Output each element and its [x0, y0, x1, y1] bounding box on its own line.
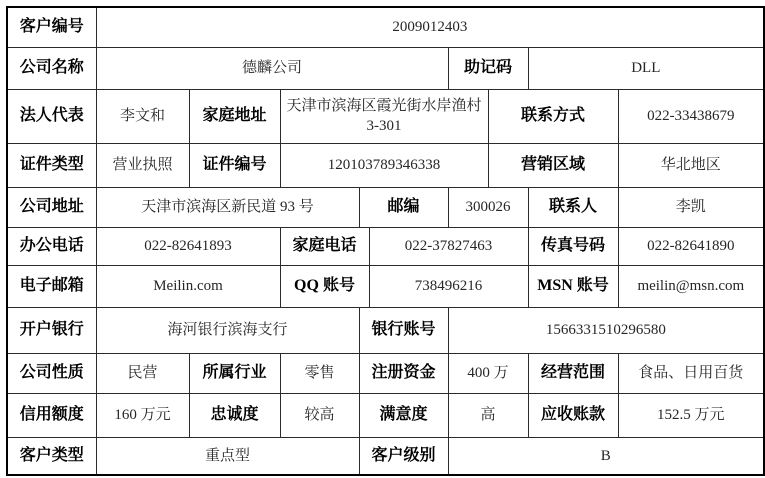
- table-row: [7, 7, 764, 47]
- bank-account-label: 银行账号: [359, 307, 448, 353]
- company-name-label: 公司名称: [7, 47, 96, 89]
- table-row: [7, 227, 764, 265]
- registered-capital-value: 400 万: [448, 353, 528, 393]
- marketing-region-value: 华北地区: [618, 143, 764, 187]
- table-row: [7, 143, 764, 187]
- registered-capital-label: 注册资金: [359, 353, 448, 393]
- table-row: [7, 437, 764, 475]
- customer-number-label: 客户编号: [7, 7, 96, 47]
- company-name-value: 德麟公司: [96, 47, 448, 89]
- home-phone-value: 022-37827463: [369, 227, 528, 265]
- company-address-value: 天津市滨海区新民道 93 号: [96, 187, 359, 227]
- table-row: [7, 353, 764, 393]
- postal-code-label: 邮编: [359, 187, 448, 227]
- credit-limit-label: 信用额度: [7, 393, 96, 437]
- marketing-region-label: 营销区域: [488, 143, 618, 187]
- accounts-receivable-label: 应收账款: [528, 393, 618, 437]
- certificate-type-label: 证件类型: [7, 143, 96, 187]
- bank-value: 海河银行滨海支行: [96, 307, 359, 353]
- satisfaction-label: 满意度: [359, 393, 448, 437]
- certificate-number-value: 120103789346338: [280, 143, 488, 187]
- mnemonic-code-value: DLL: [528, 47, 764, 89]
- office-phone-label: 办公电话: [7, 227, 96, 265]
- accounts-receivable-value: 152.5 万元: [618, 393, 764, 437]
- legal-representative-label: 法人代表: [7, 89, 96, 143]
- email-label: 电子邮箱: [7, 265, 96, 307]
- industry-value: 零售: [280, 353, 359, 393]
- loyalty-label: 忠诚度: [189, 393, 280, 437]
- customer-number-value: 2009012403: [96, 7, 764, 47]
- industry-label: 所属行业: [189, 353, 280, 393]
- certificate-number-label: 证件编号: [189, 143, 280, 187]
- mnemonic-code-label: 助记码: [448, 47, 528, 89]
- contact-method-value: 022-33438679: [618, 89, 764, 143]
- table-row: [7, 265, 764, 307]
- company-nature-label: 公司性质: [7, 353, 96, 393]
- legal-representative-value: 李文和: [96, 89, 189, 143]
- company-address-label: 公司地址: [7, 187, 96, 227]
- contact-person-value: 李凯: [618, 187, 764, 227]
- msn-account-value: meilin@msn.com: [618, 265, 764, 307]
- home-phone-label: 家庭电话: [280, 227, 369, 265]
- table-row: [7, 47, 764, 89]
- bank-label: 开户银行: [7, 307, 96, 353]
- office-phone-value: 022-82641893: [96, 227, 280, 265]
- qq-account-label: QQ 账号: [280, 265, 369, 307]
- credit-limit-value: 160 万元: [96, 393, 189, 437]
- customer-type-value: 重点型: [96, 437, 359, 475]
- table-row: [7, 187, 764, 227]
- loyalty-value: 较高: [280, 393, 359, 437]
- bank-account-value: 1566331510296580: [448, 307, 764, 353]
- table-row: [7, 89, 764, 143]
- satisfaction-value: 高: [448, 393, 528, 437]
- contact-person-label: 联系人: [528, 187, 618, 227]
- email-value: Meilin.com: [96, 265, 280, 307]
- customer-level-label: 客户级别: [359, 437, 448, 475]
- fax-number-label: 传真号码: [528, 227, 618, 265]
- postal-code-value: 300026: [448, 187, 528, 227]
- home-address-value: 天津市滨海区霞光街水岸渔村3-301: [280, 89, 488, 143]
- customer-type-label: 客户类型: [7, 437, 96, 475]
- fax-number-value: 022-82641890: [618, 227, 764, 265]
- customer-level-value: B: [448, 437, 764, 475]
- contact-method-label: 联系方式: [488, 89, 618, 143]
- msn-account-label: MSN 账号: [528, 265, 618, 307]
- certificate-type-value: 营业执照: [96, 143, 189, 187]
- qq-account-value: 738496216: [369, 265, 528, 307]
- business-scope-value: 食品、日用百货: [618, 353, 764, 393]
- customer-info-table: [6, 6, 765, 476]
- customer-info-sheet: [6, 6, 765, 476]
- table-row: [7, 393, 764, 437]
- company-nature-value: 民营: [96, 353, 189, 393]
- table-row: [7, 307, 764, 353]
- business-scope-label: 经营范围: [528, 353, 618, 393]
- home-address-label: 家庭地址: [189, 89, 280, 143]
